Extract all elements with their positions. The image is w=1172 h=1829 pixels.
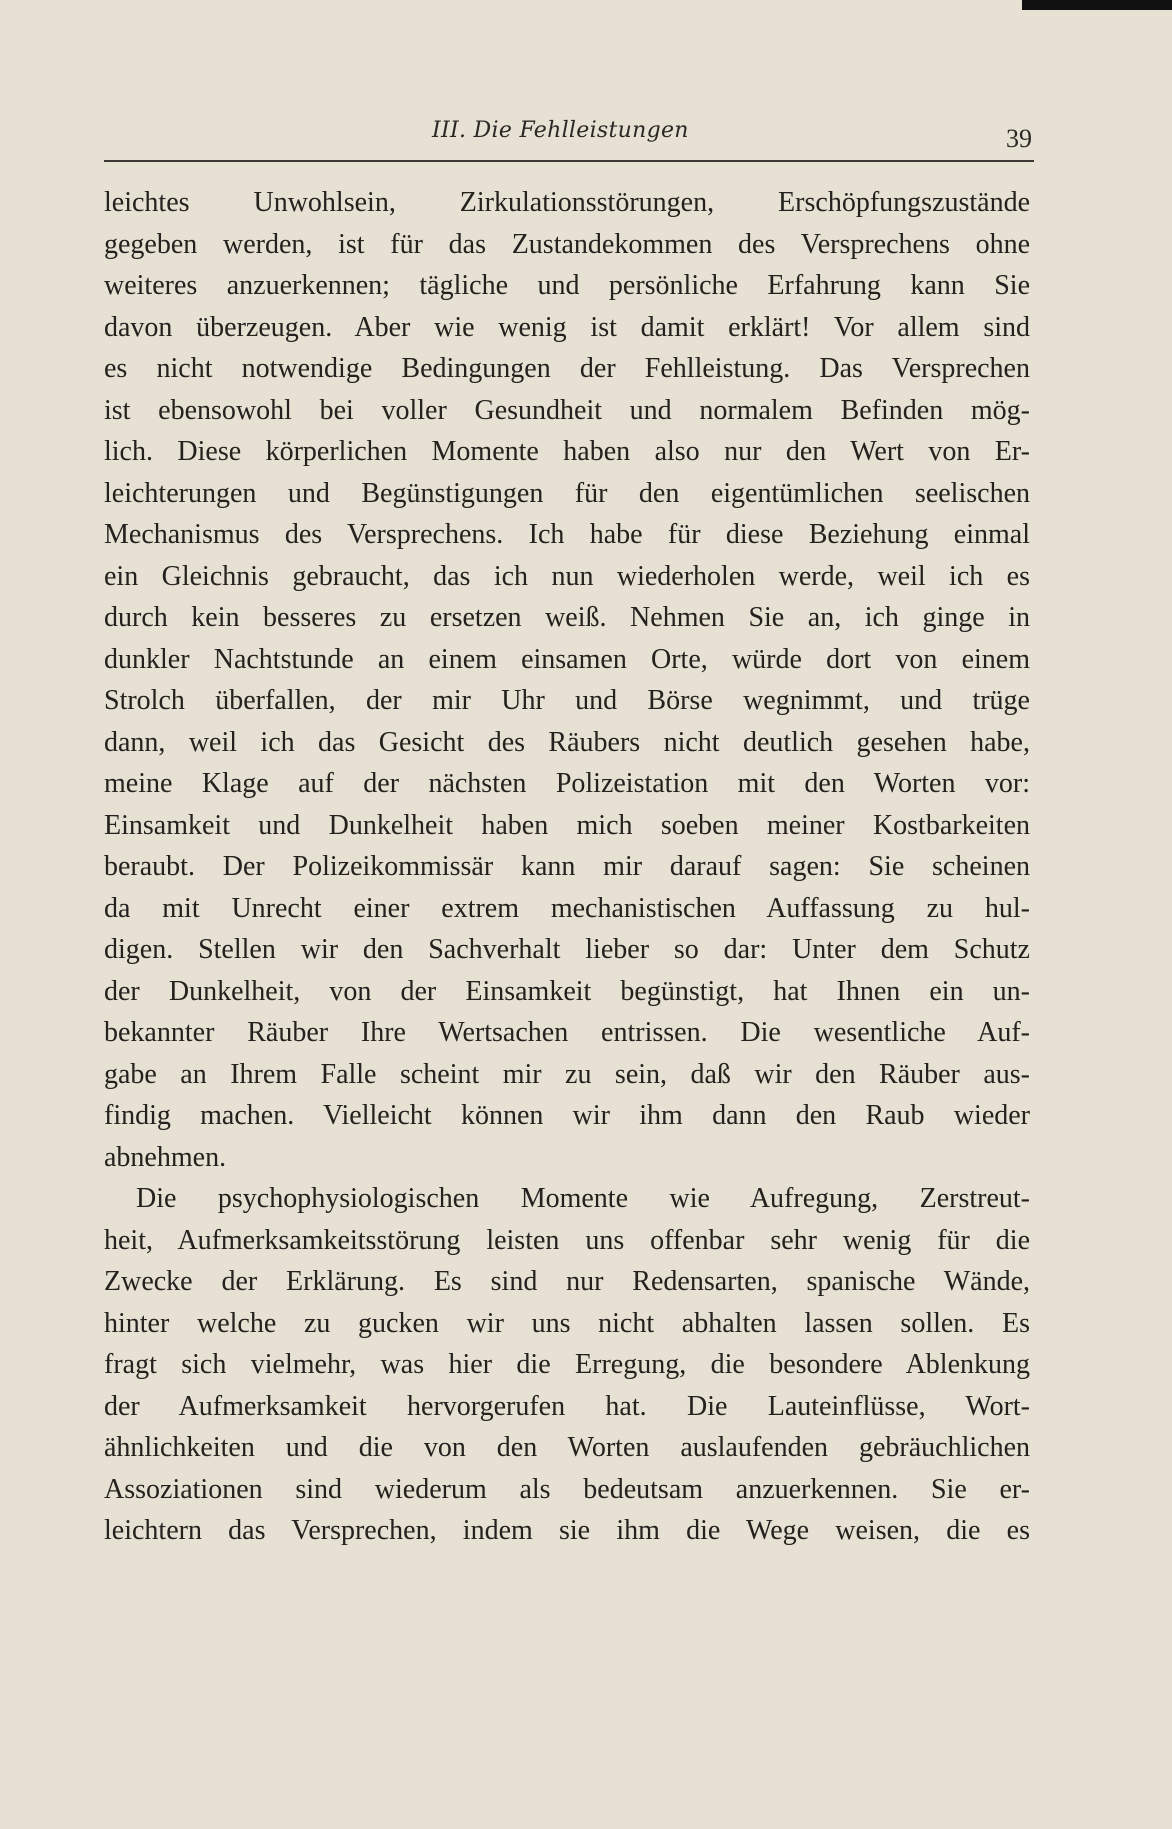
text-line: dunkler Nachtstunde an einem einsamen Orte, würde dort von einem: [104, 643, 1030, 675]
page-header: [104, 112, 1034, 162]
text-line: abnehmen.: [104, 1141, 227, 1173]
text-line: hinter welche zu gucken wir uns nicht abhalten lassen sollen. Es: [104, 1307, 1030, 1339]
text-line: lich. Diese körperlichen Momente haben also nur den Wert von Er-: [104, 436, 1030, 467]
text-line: dann, weil ich das Gesicht des Räubers nicht deutlich gesehen habe,: [104, 726, 1030, 758]
text-line: leichtes Unwohlsein, Zirkulationsstörungen, Erschöpfungszustände: [104, 187, 1030, 218]
text-line: durch kein besseres zu ersetzen weiß. Nehmen Sie an, ich ginge in: [104, 602, 1030, 633]
text-line: fragt sich vielmehr, was hier die Erregung, die besondere Ablenkung: [104, 1349, 1030, 1380]
text-line: weiteres anzuerkennen; tägliche und persönliche Erfahrung kann Sie: [104, 270, 1030, 301]
text-line: Mechanismus des Versprechens. Ich habe für diese Beziehung einmal: [104, 519, 1030, 550]
text-line: bekannter Räuber Ihre Wertsachen entrissen. Die wesentliche Auf-: [104, 1017, 1030, 1048]
text-line: der Aufmerksamkeit hervorgerufen hat. Die Lauteinflüsse, Wort-: [104, 1390, 1030, 1422]
text-line: Einsamkeit und Dunkelheit haben mich soeben meiner Kostbarkeiten: [104, 809, 1030, 841]
text-line: ähnlichkeiten und die von den Worten auslaufenden gebräuchlichen: [104, 1432, 1030, 1463]
text-line: davon überzeugen. Aber wie wenig ist damit erklärt! Vor allem sind: [104, 311, 1030, 343]
body-text: [104, 182, 1030, 1552]
running-head: III. Die Fehlleistungen: [432, 118, 689, 143]
text-line: ein Gleichnis gebraucht, das ich nun wiederholen werde, weil ich es: [104, 560, 1030, 592]
text-line: beraubt. Der Polizeikommissär kann mir darauf sagen: Sie scheinen: [104, 851, 1030, 882]
text-line: der Dunkelheit, von der Einsamkeit begünstigt, hat Ihnen ein un-: [104, 975, 1030, 1007]
text-line: Zwecke der Erklärung. Es sind nur Redensarten, spanische Wände,: [104, 1266, 1030, 1297]
scan-edge-mark: [1022, 0, 1172, 10]
text-line: leichtern das Versprechen, indem sie ihm die Wege weisen, die es: [104, 1515, 1030, 1546]
text-line: da mit Unrecht einer extrem mechanistischen Auffassung zu hul-: [104, 892, 1030, 924]
text-line: Strolch überfallen, der mir Uhr und Börse wegnimmt, und trüge: [104, 685, 1030, 716]
text-line: leichterungen und Begünstigungen für den eigentümlichen seelischen: [104, 477, 1030, 509]
text-line: digen. Stellen wir den Sachverhalt lieber so dar: Unter dem Schutz: [104, 934, 1030, 965]
page-number: 39: [1006, 124, 1032, 153]
text-line: findig machen. Vielleicht können wir ihm dann den Raub wieder: [104, 1100, 1030, 1131]
text-line: gabe an Ihrem Falle scheint mir zu sein, daß wir den Räuber aus-: [104, 1058, 1030, 1090]
text-line: meine Klage auf der nächsten Polizeistation mit den Worten vor:: [104, 768, 1030, 799]
text-line: Assoziationen sind wiederum als bedeutsam anzuerkennen. Sie er-: [104, 1473, 1030, 1505]
text-line: gegeben werden, ist für das Zustandekommen des Versprechens ohne: [104, 228, 1030, 260]
text-line: Die psychophysiologischen Momente wie Aufregung, Zerstreut-: [136, 1183, 1030, 1214]
text-line: heit, Aufmerksamkeitsstörung leisten uns offenbar sehr wenig für die: [104, 1224, 1030, 1256]
text-line: ist ebensowohl bei voller Gesundheit und normalem Befinden mög-: [104, 394, 1030, 426]
text-line: es nicht notwendige Bedingungen der Fehlleistung. Das Versprechen: [104, 353, 1030, 384]
